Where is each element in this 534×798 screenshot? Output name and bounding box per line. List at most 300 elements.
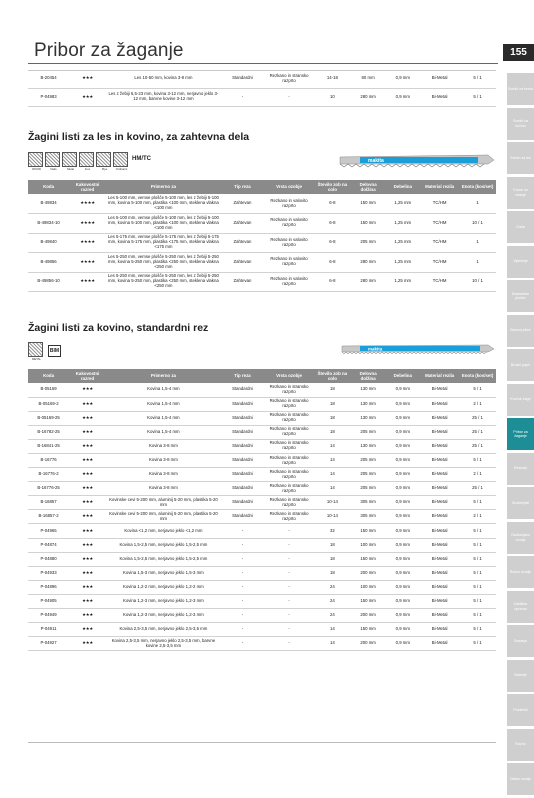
table-cell: 24	[314, 580, 351, 594]
table-cell: 130 mm	[351, 439, 386, 453]
table-cell: 150 mm	[351, 594, 386, 608]
table-cell: Standardni	[221, 468, 264, 482]
table-cell: Bi-Metal	[420, 510, 459, 524]
sec2-header-cell: Material rezila	[420, 369, 459, 383]
table-cell: Kovinske cevi 5-200 mm, aluminij 5-20 mm, plastika 5-20 mm	[106, 496, 221, 510]
table-cell: -	[221, 552, 264, 566]
side-tab-0[interactable]: Svedri za beton	[507, 73, 534, 105]
table-cell: 150 mm	[351, 214, 386, 234]
quality-rating: ★★★★	[69, 253, 106, 273]
table-row	[28, 88, 496, 106]
table-cell: Bi-Metal	[420, 482, 459, 496]
table-row	[28, 383, 496, 397]
wood-material-icon: WOOD	[28, 152, 43, 167]
table-cell: 0,9 mm	[385, 623, 420, 637]
table-cell: Rezkano in stransko razprto	[264, 397, 314, 411]
table-cell: 0,9 mm	[385, 397, 420, 411]
table-cell: Kovina 3-8 mm	[106, 439, 221, 453]
table-row	[28, 411, 496, 425]
table-cell: Kovina 1,5-2,5 mm, nerjavno jeklo 1,5-2,5 mm	[106, 538, 221, 552]
table-cell: 130 mm	[351, 397, 386, 411]
table-cell: 2 / 1	[459, 468, 496, 482]
sec1-header-cell: Kakovostni razred	[69, 180, 106, 194]
material-badge: HM/TC	[132, 156, 151, 162]
blade-brand-label: makita	[368, 158, 384, 164]
side-tab-15[interactable]: Zaščitna oprema	[507, 591, 534, 623]
sec1-header-cell: Primerno za	[106, 180, 221, 194]
sec1-header-cell: Material rezila	[420, 180, 459, 194]
blade-brand-label: makita	[368, 346, 383, 352]
table-cell: Rezkano in stransko razprto	[264, 383, 314, 397]
table-row	[28, 496, 496, 510]
side-tab-2[interactable]: Svedri za les	[507, 142, 534, 174]
table-cell: Standardni	[221, 439, 264, 453]
table-cell: Kovina 1,5-4 mm	[106, 411, 221, 425]
table-cell: Kovina 3-8 mm	[106, 468, 221, 482]
table-cell: Kovina <1,2 mm, nerjavno jeklo <1,2 mm	[106, 524, 221, 538]
quality-rating: ★★★	[69, 637, 106, 651]
table-cell: 205 mm	[351, 482, 386, 496]
product-code: P-04933	[28, 566, 69, 580]
quality-rating: ★★★	[69, 496, 106, 510]
quality-rating: ★★★	[69, 609, 106, 623]
side-tab-18[interactable]: Polnilniki	[507, 694, 534, 726]
table-cell: 280 mm	[351, 253, 386, 273]
table-cell: 32	[314, 524, 351, 538]
side-tab-3[interactable]: Krone za vrtanje	[507, 177, 534, 209]
table-cell: TC/HM	[420, 214, 459, 234]
table-row	[28, 439, 496, 453]
table-cell: Rezkano in valovito razprto	[264, 272, 314, 292]
table-cell: 1,25 mm	[385, 253, 420, 273]
table-cell: 0,9 mm	[385, 70, 420, 88]
side-tab-17[interactable]: Baterije	[507, 660, 534, 692]
table-cell: Rezkano in stransko razprto	[264, 411, 314, 425]
table-cell: Standardni	[221, 70, 264, 88]
table-cell: 150 mm	[351, 623, 386, 637]
side-tab-20[interactable]: Ostalo orodje	[507, 763, 534, 795]
sec2-header-cell: Število zob na colo	[314, 369, 351, 383]
inox-material-icon: Inox	[79, 152, 94, 167]
section2-blade-image	[340, 342, 496, 358]
table-cell: 0,9 mm	[385, 468, 420, 482]
table-cell: -	[221, 609, 264, 623]
sec1-header-cell: Koda	[28, 180, 69, 194]
table-cell: -	[264, 552, 314, 566]
table-cell: 5 / 1	[459, 552, 496, 566]
table-cell: -	[221, 623, 264, 637]
table-cell: Bi-Metal	[420, 609, 459, 623]
table-cell: 25 / 1	[459, 439, 496, 453]
quality-rating: ★★★	[69, 88, 106, 106]
table-cell: Rezkano in stransko razprto	[264, 453, 314, 467]
table-cell: -	[221, 637, 264, 651]
table-cell: 18	[314, 552, 351, 566]
table-cell: Standardni	[221, 383, 264, 397]
table-row	[28, 453, 496, 467]
product-code: B-16776	[28, 453, 69, 467]
table-cell: Standardni	[221, 453, 264, 467]
table-cell: Bi-Metal	[420, 637, 459, 651]
table-cell: -	[221, 594, 264, 608]
table-cell: Bi-Metal	[420, 468, 459, 482]
table-cell: Rezkano in stransko razprto	[264, 70, 314, 88]
sec1-header-cell: Delovna dolžina	[351, 180, 386, 194]
quality-rating: ★★★	[69, 566, 106, 580]
table-cell: 18	[314, 397, 351, 411]
table-cell: 0,9 mm	[385, 510, 420, 524]
quality-rating: ★★★	[69, 411, 106, 425]
quality-rating: ★★★	[69, 453, 106, 467]
table-cell: 18	[314, 425, 351, 439]
table-cell: Bi-Metal	[420, 453, 459, 467]
table-cell: 14	[314, 637, 351, 651]
table-cell: Standardni	[221, 425, 264, 439]
product-code: B-16782-25	[28, 425, 69, 439]
sec1-header-cell: Debelina	[385, 180, 420, 194]
product-code: P-04880	[28, 552, 69, 566]
table-cell: 6-8	[314, 253, 351, 273]
side-tab-11[interactable]: Rezkarji	[507, 453, 534, 485]
table-cell: 5 / 1	[459, 88, 496, 106]
table-cell: -	[221, 580, 264, 594]
sec1-header-cell: Enota (kos/set)	[459, 180, 496, 194]
table-row	[28, 253, 496, 273]
section2-title: Žagini listi za kovino, standardni rez	[28, 322, 209, 334]
table-cell: -	[264, 566, 314, 580]
table-cell: 0,9 mm	[385, 411, 420, 425]
table-cell: 0,9 mm	[385, 637, 420, 651]
table-cell: 150 mm	[351, 194, 386, 214]
table-cell: Kovina 3-8 mm	[106, 453, 221, 467]
table-cell: 280 mm	[351, 88, 386, 106]
table-cell: Les 5-250 mm, vemse plošče 5-250 mm, les z žebiji 5-250 mm, kovina 5-250 mm, plastika <250 mm, steklena vlakna <250 mm	[106, 272, 221, 292]
sec2-header-cell: Vrsta ozobje	[264, 369, 314, 383]
product-code: P-04965	[28, 524, 69, 538]
table-cell: Rezkano in stransko razprto	[264, 425, 314, 439]
quality-rating: ★★★★	[69, 272, 106, 292]
table-cell: Zahtevan	[221, 253, 264, 273]
table-cell: Les 5-250 mm, vemse plošče 5-250 mm, les z žebiji 5-250 mm, kovina 5-250 mm, plastika <250 mm, steklena vlakna <250 mm	[106, 253, 221, 273]
sec2-header-cell: Tip reza	[221, 369, 264, 383]
side-tab-6[interactable]: Diamantne plošče	[507, 280, 534, 312]
section1-title: Žagini listi za les in kovino, za zahtevna dela	[28, 131, 250, 143]
table-cell: Bi-Metal	[420, 88, 459, 106]
table-cell: Bi-Metal	[420, 552, 459, 566]
section1-blade-image	[338, 152, 496, 170]
table-cell: Les 5-175 mm, vemse plošče 5-175 mm, les z žebiji 5-175 mm, kovina 5-175 mm, plastika <175 mm, steklena vlakna <175 mm	[106, 233, 221, 253]
table-cell: Kovina 1,5-3 mm, nerjavno jeklo 1,5-3 mm	[106, 566, 221, 580]
table-cell: Kovina 2,5-3,5 mm, nerjavno jeklo 2,5-3,5 mm, barvne kovine 2,5-3,5 mm	[106, 637, 221, 651]
table-cell: 200 mm	[351, 566, 386, 580]
table-cell: Bi-Metal	[420, 566, 459, 580]
table-cell: 100 mm	[351, 580, 386, 594]
table-cell: TC/HM	[420, 253, 459, 273]
table-cell: 14	[314, 468, 351, 482]
quality-rating: ★★★★	[69, 194, 106, 214]
side-tab-19[interactable]: Razno	[507, 729, 534, 761]
side-tab-4[interactable]: Dleta	[507, 211, 534, 243]
quality-rating: ★★★	[69, 594, 106, 608]
table-cell: 205 mm	[351, 233, 386, 253]
table-cell: Standardni	[221, 397, 264, 411]
table-cell: Bi-Metal	[420, 70, 459, 88]
table-cell: -	[221, 88, 264, 106]
table-cell: 305 mm	[351, 510, 386, 524]
table-cell: TC/HM	[420, 272, 459, 292]
nails-material-icon: Nails	[45, 152, 60, 167]
table-cell: Bi-Metal	[420, 383, 459, 397]
table-cell: -	[264, 637, 314, 651]
quality-rating: ★★★	[69, 538, 106, 552]
table-cell: 24	[314, 594, 351, 608]
product-code: B-05169-2	[28, 397, 69, 411]
table-cell: 5 / 1	[459, 609, 496, 623]
table-cell: 5 / 1	[459, 524, 496, 538]
table-cell: 10 / 1	[459, 272, 496, 292]
table-cell: 14	[314, 439, 351, 453]
table-cell: 205 mm	[351, 468, 386, 482]
table-cell: 2 / 1	[459, 510, 496, 524]
quality-rating: ★★★	[69, 425, 106, 439]
table-cell: 6-8	[314, 194, 351, 214]
table-cell: 6-8	[314, 214, 351, 234]
product-code: P-04927	[28, 637, 69, 651]
table-cell: Zahtevan	[221, 272, 264, 292]
table-row	[28, 580, 496, 594]
table-cell: 10 / 1	[459, 214, 496, 234]
table-cell: Les 10-50 mm, kovina 3-8 mm	[106, 70, 221, 88]
table-cell: 200 mm	[351, 637, 386, 651]
table-cell: 14	[314, 453, 351, 467]
table-cell: 80 mm	[351, 70, 386, 88]
category-side-tabs	[507, 73, 534, 798]
metal-material-icon: Metal	[62, 152, 77, 167]
table-cell: 0,9 mm	[385, 538, 420, 552]
side-tab-1[interactable]: Svedri za kovino	[507, 108, 534, 140]
table-cell: 0,9 mm	[385, 566, 420, 580]
quality-rating: ★★★★	[69, 233, 106, 253]
table-cell: Bi-Metal	[420, 538, 459, 552]
table-cell: -	[221, 524, 264, 538]
table-cell: Les 5-100 mm, vemse plošče 5-100 mm, les z žebiji 5-100 mm, kovina 5-100 mm, plastika <100 mm, steklena vlakna <100 mm	[106, 214, 221, 234]
quality-rating: ★★★	[69, 383, 106, 397]
pipe-material-icon: Pipe	[96, 152, 111, 167]
table-cell: Bi-Metal	[420, 524, 459, 538]
product-code: B-49834-10	[28, 214, 69, 234]
product-code: P-04911	[28, 623, 69, 637]
table-row	[28, 609, 496, 623]
table-cell: -	[264, 594, 314, 608]
bottom-divider	[28, 742, 496, 743]
table-cell: Bi-Metal	[420, 623, 459, 637]
sec1-header-cell: Vrsta ozobje	[264, 180, 314, 194]
table-cell: Bi-Metal	[420, 397, 459, 411]
table-row	[28, 594, 496, 608]
sec1-header-cell: Število zob na colo	[314, 180, 351, 194]
table-cell: -	[264, 609, 314, 623]
table-cell: Bi-Metal	[420, 496, 459, 510]
table-cell: Standardni	[221, 411, 264, 425]
table-cell: 5 / 1	[459, 70, 496, 88]
quality-rating: ★★★	[69, 70, 106, 88]
side-tab-5[interactable]: Vijačenje	[507, 246, 534, 278]
table-cell: 150 mm	[351, 524, 386, 538]
product-code: B-16841-25	[28, 439, 69, 453]
side-tab-9[interactable]: Krožne žage	[507, 384, 534, 416]
table-cell: Standardni	[221, 482, 264, 496]
table-cell: 5 / 1	[459, 538, 496, 552]
table-cell: 5 / 1	[459, 623, 496, 637]
table-cell: Bi-Metal	[420, 411, 459, 425]
product-code: P-04949	[28, 609, 69, 623]
section1-product-table	[28, 180, 496, 292]
table-cell: -	[264, 538, 314, 552]
table-cell: 0,9 mm	[385, 580, 420, 594]
table-cell: Kovina 1,2-3 mm, nerjavno jeklo 1,2-3 mm	[106, 609, 221, 623]
table-cell: 14	[314, 623, 351, 637]
table-cell: 5 / 1	[459, 496, 496, 510]
table-cell: 10	[314, 88, 351, 106]
table-cell: Rezkano in stransko razprto	[264, 496, 314, 510]
table-cell: 25 / 1	[459, 482, 496, 496]
table-cell: 305 mm	[351, 496, 386, 510]
table-cell: 18	[314, 538, 351, 552]
table-cell: Kovina 1,5-4 mm	[106, 383, 221, 397]
product-code: P-04874	[28, 538, 69, 552]
table-cell: Kovina 2,5-3,5 mm, nerjavno jeklo 2,5-3,5 mm	[106, 623, 221, 637]
table-cell: 0,9 mm	[385, 453, 420, 467]
product-code: B-05169-25	[28, 411, 69, 425]
table-row	[28, 552, 496, 566]
table-row	[28, 482, 496, 496]
product-code: B-49840	[28, 233, 69, 253]
table-cell: 0,9 mm	[385, 439, 420, 453]
table-cell: 100 mm	[351, 538, 386, 552]
sec2-header-row	[28, 369, 496, 383]
table-cell: Kovina 1,2-2 mm, nerjavno jeklo 1,2-2 mm	[106, 580, 221, 594]
side-tab-13[interactable]: Oscilacijsko orodje	[507, 522, 534, 554]
table-row	[28, 272, 496, 292]
table-cell: Les z žebiji 6,5-23 mm, kovina 3-12 mm, nerjavno jeklo 3-12 mm, barvne kovine 3-12 mm	[106, 88, 221, 106]
quality-rating: ★★★	[69, 439, 106, 453]
side-tab-14[interactable]: Ročno orodje	[507, 556, 534, 588]
sec2-header-cell: Delovna dolžina	[351, 369, 386, 383]
table-cell: Kovina 1,5-4 mm	[106, 425, 221, 439]
table-cell: 205 mm	[351, 425, 386, 439]
side-tab-16[interactable]: Sesanje	[507, 625, 534, 657]
product-code: B-16776-25	[28, 482, 69, 496]
table-cell: 1	[459, 194, 496, 214]
table-cell: 18	[314, 566, 351, 580]
table-cell: 0,9 mm	[385, 88, 420, 106]
table-cell: 150 mm	[351, 552, 386, 566]
table-row	[28, 468, 496, 482]
table-cell: -	[264, 623, 314, 637]
table-cell: Zahtevan	[221, 194, 264, 214]
table-cell: 0,9 mm	[385, 496, 420, 510]
table-cell: Kovina 1,5-4 mm	[106, 397, 221, 411]
table-cell: 5 / 1	[459, 566, 496, 580]
table-cell: 0,9 mm	[385, 594, 420, 608]
sec2-header-cell: Enota (kos/set)	[459, 369, 496, 383]
table-cell: Kovina 1,5-2,5 mm, nerjavno jeklo 1,5-2,5 mm	[106, 552, 221, 566]
section1-material-icons	[28, 152, 151, 171]
table-cell: Rezkano in valovito razprto	[264, 194, 314, 214]
table-cell: Standardni	[221, 510, 264, 524]
table-row	[28, 214, 496, 234]
table-cell: Rezkano in valovito razprto	[264, 253, 314, 273]
table-cell: 18	[314, 383, 351, 397]
table-cell: Rezkano in valovito razprto	[264, 233, 314, 253]
sec1-header-cell: Tip reza	[221, 180, 264, 194]
table-cell: Kovina 1,2-3 mm, nerjavno jeklo 1,2-3 mm	[106, 594, 221, 608]
sec2-header-cell: Debelina	[385, 369, 420, 383]
table-cell: 1,25 mm	[385, 194, 420, 214]
table-cell: 0,9 mm	[385, 609, 420, 623]
table-cell: Zahtevan	[221, 233, 264, 253]
page-number: 155	[503, 44, 534, 61]
section2-material-icons	[28, 342, 61, 361]
product-code: B-49834	[28, 194, 69, 214]
table-cell: 0,9 mm	[385, 524, 420, 538]
table-cell: Kovinske cevi 5-200 mm, aluminij 5-20 mm, plastika 5-20 mm	[106, 510, 221, 524]
product-code: B-16857	[28, 496, 69, 510]
section2-product-table	[28, 369, 496, 651]
page-title: Pribor za žaganje	[34, 40, 184, 61]
table-cell: 14-18	[314, 70, 351, 88]
table-cell: 10-14	[314, 510, 351, 524]
table-row	[28, 566, 496, 580]
table-cell: -	[221, 538, 264, 552]
table-cell: 5 / 1	[459, 383, 496, 397]
table-cell: 1	[459, 233, 496, 253]
table-cell: -	[264, 580, 314, 594]
sec2-header-cell: Kakovostni razred	[69, 369, 106, 383]
table-row	[28, 510, 496, 524]
table-cell: 1,25 mm	[385, 272, 420, 292]
table-row	[28, 194, 496, 214]
table-cell: Bi-Metal	[420, 425, 459, 439]
product-code: B-49856	[28, 253, 69, 273]
side-tab-10[interactable]: Pribor za žaganje	[507, 418, 534, 450]
table-cell: 1	[459, 253, 496, 273]
table-row	[28, 70, 496, 88]
quality-rating: ★★★	[69, 397, 106, 411]
side-tab-12[interactable]: Skobeljniki	[507, 487, 534, 519]
sec1-header-row	[28, 180, 496, 194]
product-code: B-20454	[28, 70, 69, 88]
table-cell: 25 / 1	[459, 425, 496, 439]
side-tab-7[interactable]: Brusni pribor	[507, 315, 534, 347]
product-code: B-05169	[28, 383, 69, 397]
side-tab-8[interactable]: Brusni papir	[507, 349, 534, 381]
table-cell: Bi-Metal	[420, 439, 459, 453]
material-badge: BIM	[48, 345, 61, 357]
table-cell: 5 / 1	[459, 637, 496, 651]
ordinarni-material-icon: Ordinarni	[113, 152, 128, 167]
table-cell: 200 mm	[351, 609, 386, 623]
table-cell: Les 5-100 mm, vemse plošče 5-100 mm, les z žebiji 5-100 mm, kovina 5-100 mm, plastika <100 mm, steklena vlakna <100 mm	[106, 194, 221, 214]
table-cell: 24	[314, 609, 351, 623]
quality-rating: ★★★	[69, 580, 106, 594]
table-cell: 1,25 mm	[385, 233, 420, 253]
table-row	[28, 233, 496, 253]
product-code: P-04905	[28, 594, 69, 608]
sec2-header-cell: Primerno za	[106, 369, 221, 383]
quality-rating: ★★★	[69, 524, 106, 538]
table-row	[28, 524, 496, 538]
